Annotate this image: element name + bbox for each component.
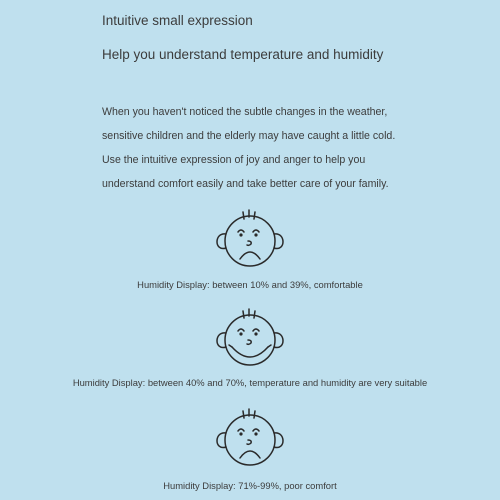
intro-line: sensitive children and the elderly may have caught a little cold. <box>102 130 396 142</box>
humidity-caption: Humidity Display: between 40% and 70%, temperature and humidity are very suitable <box>72 377 428 388</box>
sad-face-icon <box>208 207 292 269</box>
humidity-caption: Humidity Display: 71%-99%, poor comfort <box>163 480 337 491</box>
intro-paragraph <box>102 100 432 196</box>
sad-face-icon <box>208 406 292 468</box>
page-title: Intuitive small expression <box>102 13 253 28</box>
page-subtitle: Help you understand temperature and humidity <box>102 47 384 62</box>
intro-line: When you haven't noticed the subtle changes in the weather, <box>102 106 388 118</box>
happy-face-icon <box>208 306 292 368</box>
intro-line: Use the intuitive expression of joy and anger to help you <box>102 154 366 166</box>
intro-line: understand comfort easily and take better care of your family. <box>102 178 389 190</box>
humidity-caption: Humidity Display: between 10% and 39%, comfortable <box>137 279 363 290</box>
